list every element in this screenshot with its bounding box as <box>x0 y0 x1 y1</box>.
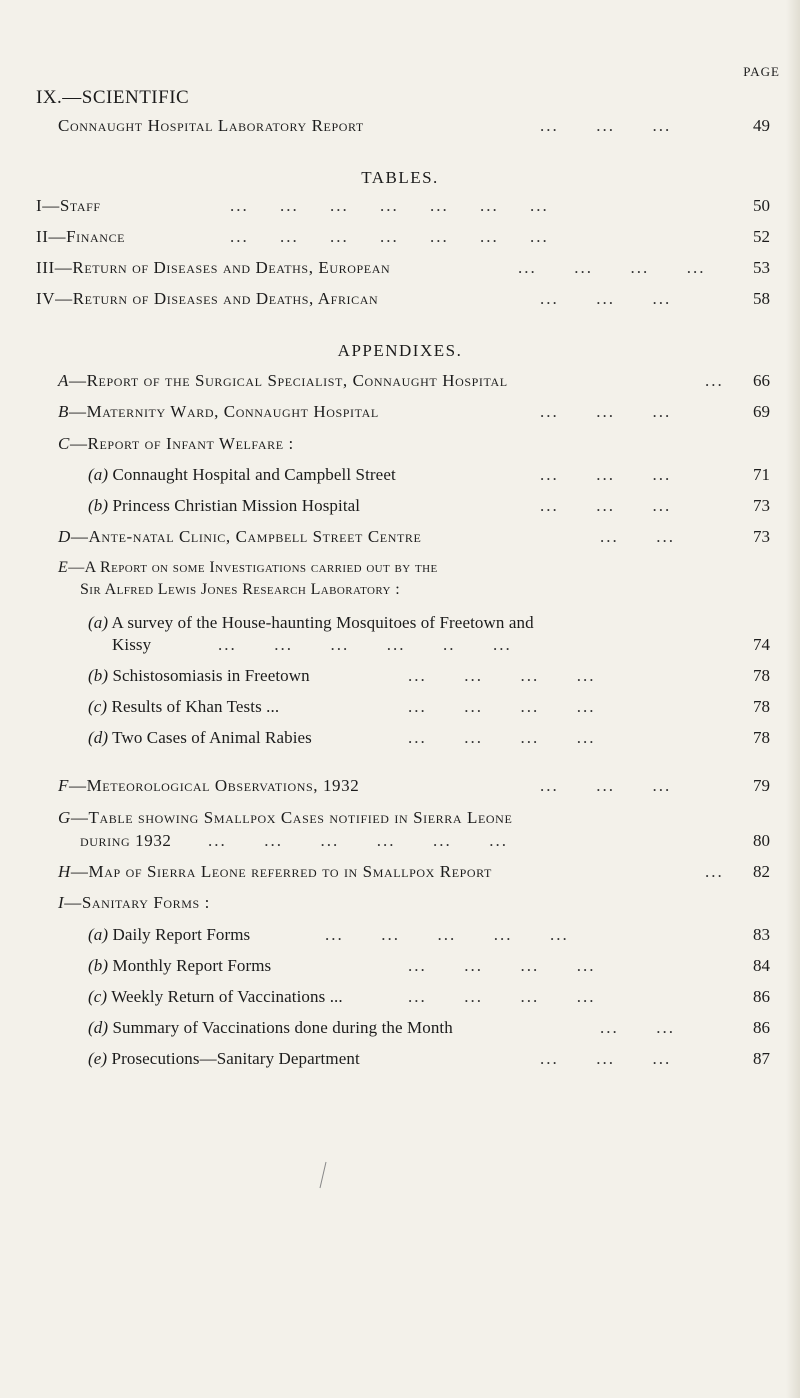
toc-page-number: 53 <box>753 258 770 277</box>
appendixes-heading: APPENDIXES. <box>337 341 463 360</box>
appendix-letter: E <box>58 559 69 576</box>
toc-entry-text <box>58 808 512 828</box>
toc-subentry-e-a[interactable] <box>0 613 800 637</box>
toc-entry-text <box>88 666 310 686</box>
leader-dots: ... <box>705 371 724 390</box>
subentry-label: (b) <box>88 956 109 975</box>
toc-entry-appendix-b[interactable] <box>0 402 800 426</box>
toc-page-number: 83 <box>753 925 770 944</box>
toc-entry-appendix-g-continued[interactable] <box>0 831 800 855</box>
toc-entry-text <box>58 559 438 577</box>
subentry-title: Summary of Vaccinations done during the Month <box>112 1018 453 1037</box>
toc-page-number: 50 <box>753 196 770 215</box>
appendix-title: —Map of Sierra Leone referred to in Smallpox Report <box>70 862 492 881</box>
toc-entry-appendix-c[interactable] <box>0 434 800 458</box>
appendix-letter: I <box>58 893 65 912</box>
toc-subentry-e-d[interactable] <box>0 728 800 752</box>
toc-page-number: 74 <box>753 635 770 654</box>
leader-dots: ... ... ... ... ... ... ... <box>230 227 549 246</box>
leader-dots: ... ... <box>600 1018 675 1037</box>
toc-subentry-i-a[interactable] <box>0 925 800 949</box>
toc-entry-text <box>88 613 534 633</box>
toc-page-number: 78 <box>753 697 770 716</box>
subentry-title: Prosecutions—Sanitary Department <box>111 1049 360 1068</box>
toc-entry-appendix-e-continued <box>0 581 800 605</box>
leader-dots: ... ... ... <box>540 496 672 515</box>
toc-subentry-i-b[interactable] <box>0 956 800 980</box>
toc-entry-appendix-a[interactable] <box>0 371 800 395</box>
toc-entry-text <box>88 1018 453 1038</box>
toc-subentry-c-a[interactable] <box>0 465 800 489</box>
subentry-label: (c) <box>88 987 108 1006</box>
leader-dots: ... ... ... ... <box>408 956 596 975</box>
subentry-label: (e) <box>88 1049 108 1068</box>
toc-entry-text: II—Finance <box>36 227 126 246</box>
toc-subentry-c-b[interactable] <box>0 496 800 520</box>
toc-entry-text <box>88 956 271 976</box>
toc-subentry-i-c[interactable] <box>0 987 800 1011</box>
leader-dots: ... ... ... ... ... ... ... <box>230 196 549 215</box>
scientific-heading: IX.—SCIENTIFIC <box>36 87 190 108</box>
subentry-title: Princess Christian Mission Hospital <box>112 496 361 515</box>
toc-page-number: 86 <box>753 1018 770 1037</box>
appendix-letter: F <box>58 776 69 795</box>
subentry-label: (b) <box>88 666 109 685</box>
leader-dots: ... ... ... ... <box>518 258 706 277</box>
toc-entry-text <box>88 496 360 516</box>
toc-page-number: 52 <box>753 227 770 246</box>
subentry-label: (b) <box>88 496 109 515</box>
subentry-title: Monthly Report Forms <box>112 956 272 975</box>
subentry-title: Two Cases of Animal Rabies <box>112 728 312 747</box>
toc-entry-appendix-f[interactable] <box>0 776 800 800</box>
page-column-label: PAGE <box>743 64 780 79</box>
appendix-title: —Maternity Ward, Connaught Hospital <box>68 402 379 421</box>
toc-entry-text-continued: during 1932 <box>80 831 172 850</box>
leader-dots: ... ... ... ... ... <box>325 925 569 944</box>
toc-subentry-e-c[interactable] <box>0 697 800 721</box>
appendix-title: —Ante-natal Clinic, Campbell Street Centre <box>70 527 422 546</box>
toc-page-number: 58 <box>753 289 770 308</box>
leader-dots: ... ... ... ... <box>408 697 596 716</box>
subentry-label: (c) <box>88 697 108 716</box>
toc-entry-text <box>88 465 396 485</box>
subentry-title: Schistosomiasis in Freetown <box>112 666 310 685</box>
toc-page-number: 73 <box>753 496 770 515</box>
appendix-letter: C <box>58 434 70 453</box>
toc-entry-table-african[interactable] <box>0 289 800 313</box>
leader-dots: ... ... ... <box>540 289 672 308</box>
leader-dots: ... ... <box>600 527 675 546</box>
toc-page-number: 78 <box>753 728 770 747</box>
toc-entry-table-european[interactable] <box>0 258 800 282</box>
toc-subentry-e-a-continued[interactable] <box>0 635 800 659</box>
toc-entry-text <box>58 371 508 391</box>
toc-entry-text-continued: Kissy <box>112 635 152 654</box>
toc-subentry-i-e[interactable] <box>0 1049 800 1073</box>
toc-page-number: 87 <box>753 1049 770 1068</box>
leader-dots: ... ... ... <box>540 465 672 484</box>
toc-entry-text: Connaught Hospital Laboratory Report <box>58 116 364 135</box>
toc-entry-table-finance[interactable] <box>0 227 800 251</box>
toc-subentry-i-d[interactable] <box>0 1018 800 1042</box>
toc-page-number: 84 <box>753 956 770 975</box>
leader-dots: ... ... ... ... .. ... <box>218 635 512 654</box>
toc-page-number: 78 <box>753 666 770 685</box>
toc-entry-text <box>58 893 210 913</box>
appendix-title: —Report of Infant Welfare : <box>69 434 294 453</box>
toc-page-number: 80 <box>753 831 770 850</box>
toc-entry-text <box>58 402 379 422</box>
toc-entry-laboratory-report[interactable] <box>0 116 800 140</box>
toc-entry-text: III—Return of Diseases and Deaths, European <box>36 258 391 277</box>
toc-entry-text <box>88 697 279 717</box>
subentry-label: (a) <box>88 925 109 944</box>
toc-page-number: 69 <box>753 402 770 421</box>
toc-page-number: 49 <box>753 116 770 135</box>
toc-page-number: 66 <box>753 371 770 390</box>
toc-entry-text <box>58 776 359 796</box>
toc-page-number: 71 <box>753 465 770 484</box>
appendix-letter: H <box>58 862 71 881</box>
appendix-title: —Meteorological Observations, 1932 <box>68 776 360 795</box>
leader-dots: ... ... ... ... ... ... <box>208 831 508 850</box>
toc-entry-appendix-i[interactable] <box>0 893 800 917</box>
leader-dots: ... ... ... ... <box>408 987 596 1006</box>
subentry-title: Weekly Return of Vaccinations ... <box>111 987 343 1006</box>
appendix-letter: A <box>58 371 69 390</box>
leader-dots: ... <box>705 862 724 881</box>
toc-entry-text <box>58 862 492 882</box>
leader-dots: ... ... ... ... <box>408 666 596 685</box>
appendix-letter: G <box>58 808 71 827</box>
toc-entry-text <box>88 1049 360 1069</box>
toc-entry-text <box>88 728 312 748</box>
leader-dots: ... ... ... <box>540 1049 672 1068</box>
appendix-title: —A Report on some Investigations carried out by the <box>68 559 438 576</box>
toc-entry-text <box>58 434 294 454</box>
toc-entry-table-staff[interactable] <box>0 196 800 220</box>
toc-entry-text <box>88 987 343 1007</box>
appendix-letter: D <box>58 527 71 546</box>
toc-page-number: 73 <box>753 527 770 546</box>
subentry-title: Results of Khan Tests ... <box>111 697 280 716</box>
leader-dots: ... ... ... <box>540 776 672 795</box>
toc-entry-appendix-h[interactable] <box>0 862 800 886</box>
subentry-label: (a) <box>88 613 109 632</box>
toc-entry-appendix-g[interactable] <box>0 808 800 832</box>
subentry-label: (d) <box>88 728 109 747</box>
subentry-label: (d) <box>88 1018 109 1037</box>
appendix-title: —Report of the Surgical Specialist, Connaught Hospital <box>68 371 508 390</box>
toc-entry-text: I—Staff <box>36 196 101 215</box>
toc-entry-text <box>58 527 421 547</box>
tables-heading: TABLES. <box>361 168 439 187</box>
toc-entry-text-continued: Sir Alfred Lewis Jones Research Laboratory : <box>80 581 401 598</box>
leader-dots: ... ... ... ... <box>408 728 596 747</box>
toc-page-number: 86 <box>753 987 770 1006</box>
subentry-title: Daily Report Forms <box>112 925 251 944</box>
toc-page-number: 82 <box>753 862 770 881</box>
appendix-title: —Table showing Smallpox Cases notified in Sierra Leone <box>70 808 513 827</box>
pencil-mark <box>318 1160 328 1190</box>
leader-dots: ... ... ... <box>540 116 672 135</box>
appendix-letter: B <box>58 402 69 421</box>
subentry-title: Connaught Hospital and Campbell Street <box>112 465 396 484</box>
toc-entry-appendix-e[interactable] <box>0 559 800 583</box>
subentry-label: (a) <box>88 465 109 484</box>
toc-subentry-e-b[interactable] <box>0 666 800 690</box>
leader-dots: ... ... ... <box>540 402 672 421</box>
appendix-title: —Sanitary Forms : <box>64 893 210 912</box>
subentry-title: A survey of the House-haunting Mosquitoes of Freetown and <box>111 613 534 632</box>
toc-entry-text: IV—Return of Diseases and Deaths, African <box>36 289 379 308</box>
toc-page-number: 79 <box>753 776 770 795</box>
toc-entry-text <box>88 925 250 945</box>
toc-entry-appendix-d[interactable] <box>0 527 800 551</box>
